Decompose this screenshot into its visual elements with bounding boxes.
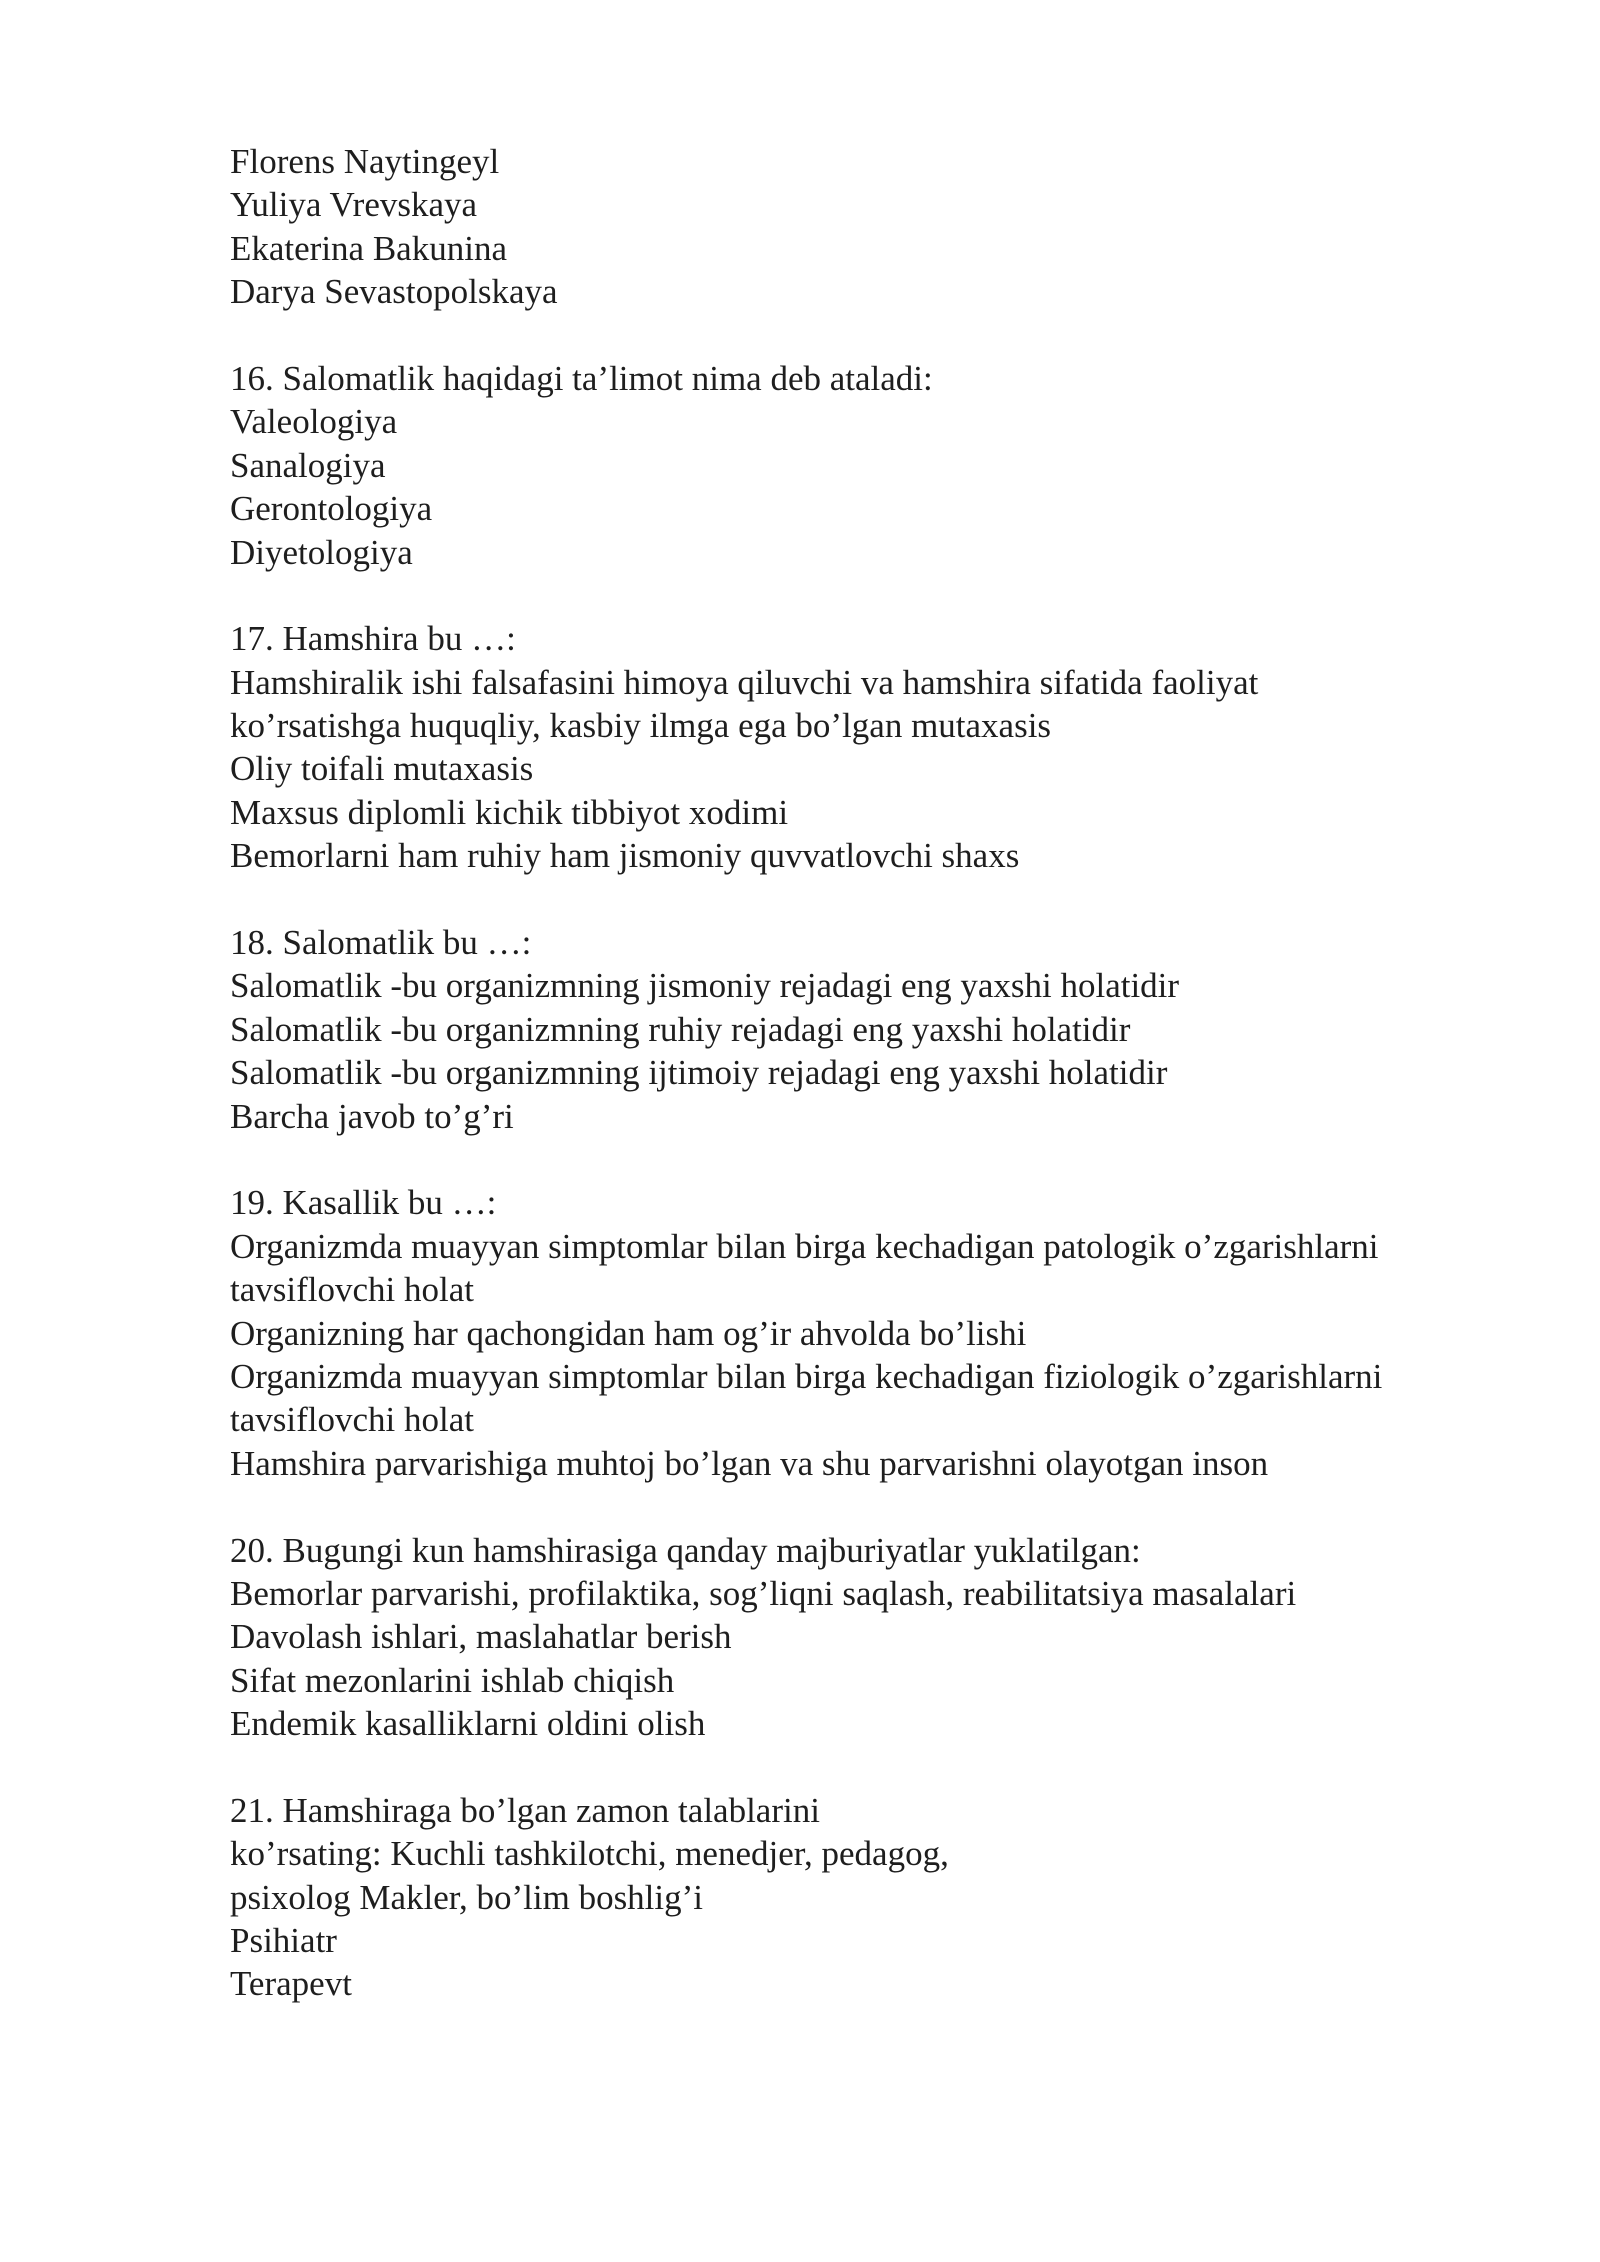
answer-option: Davolash ishlari, maslahatlar berish <box>230 1617 732 1657</box>
answer-option: ko’rsatishga huquqliy, kasbiy ilmga ega bo’lgan mutaxasis <box>230 706 1052 746</box>
question-text: 21. Hamshiraga bo’lgan zamon talablarini <box>230 1790 820 1830</box>
question-block-17 <box>230 617 1530 877</box>
answer-option: Ekaterina Bakunina <box>230 228 507 268</box>
question-text: 18. Salomatlik bu …: <box>230 923 532 963</box>
answer-option: Salomatlik -bu organizmning ruhiy rejadagi eng yaxshi holatidir <box>230 1009 1131 1049</box>
answer-option: Organizmda muayyan simptomlar bilan birga kechadigan fiziologik o’zgarishlarni <box>230 1356 1383 1396</box>
answer-option: Bemorlarni ham ruhiy ham jismoniy quvvatlovchi shaxs <box>230 836 1020 876</box>
answer-option: Hamshira parvarishiga muhtoj bo’lgan va shu parvarishni olayotgan inson <box>230 1443 1269 1483</box>
answer-option: Salomatlik -bu organizmning ijtimoiy rejadagi eng yaxshi holatidir <box>230 1053 1168 1093</box>
answer-option: psixolog Makler, bo’lim boshlig’i <box>230 1877 704 1917</box>
answer-option: Bemorlar parvarishi, profilaktika, sog’liqni saqlash, reabilitatsiya masalalari <box>230 1573 1297 1613</box>
answer-option: Organizning har qachongidan ham og’ir ahvolda bo’lishi <box>230 1313 1027 1353</box>
answer-option: Endemik kasalliklarni oldini olish <box>230 1704 706 1744</box>
answer-option: Darya Sevastopolskaya <box>230 272 558 312</box>
answer-option: tavsiflovchi holat <box>230 1270 474 1310</box>
answer-option: Maxsus diplomli kichik tibbiyot xodimi <box>230 792 789 832</box>
answer-option: Psihiatr <box>230 1921 337 1961</box>
question-block-21 <box>230 1789 1530 2006</box>
answer-option: Diyetologiya <box>230 532 413 572</box>
answer-option: Barcha javob to’g’ri <box>230 1096 514 1136</box>
question-block-19 <box>230 1181 1530 1485</box>
answer-option: Oliy toifali mutaxasis <box>230 749 534 789</box>
answer-option: Gerontologiya <box>230 489 433 529</box>
question-text: 17. Hamshira bu …: <box>230 619 516 659</box>
answer-block-15-continued <box>230 140 1530 314</box>
answer-option: Hamshiralik ishi falsafasini himoya qiluvchi va hamshira sifatida faoliyat <box>230 662 1259 702</box>
answer-option: Florens Naytingeyl <box>230 142 500 181</box>
answer-option: ko’rsating: Kuchli tashkilotchi, menedjer, pedagog, <box>230 1834 949 1874</box>
answer-option: Organizmda muayyan simptomlar bilan birga kechadigan patologik o’zgarishlarni <box>230 1226 1379 1266</box>
question-text: 16. Salomatlik haqidagi ta’limot nima deb ataladi: <box>230 358 933 398</box>
question-text: 19. Kasallik bu …: <box>230 1183 497 1223</box>
answer-option: Terapevt <box>230 1964 352 2004</box>
question-block-16 <box>230 357 1530 574</box>
answer-option: Sanalogiya <box>230 445 386 485</box>
answer-option: Valeologiya <box>230 402 398 442</box>
question-text: 20. Bugungi kun hamshirasiga qanday majburiyatlar yuklatilgan: <box>230 1530 1141 1570</box>
document-page <box>230 140 1530 2006</box>
answer-option: Salomatlik -bu organizmning jismoniy rejadagi eng yaxshi holatidir <box>230 966 1180 1006</box>
answer-option: Sifat mezonlarini ishlab chiqish <box>230 1660 675 1700</box>
answer-option: tavsiflovchi holat <box>230 1400 474 1440</box>
question-block-20 <box>230 1529 1530 1746</box>
question-block-18 <box>230 921 1530 1138</box>
answer-option: Yuliya Vrevskaya <box>230 185 478 225</box>
